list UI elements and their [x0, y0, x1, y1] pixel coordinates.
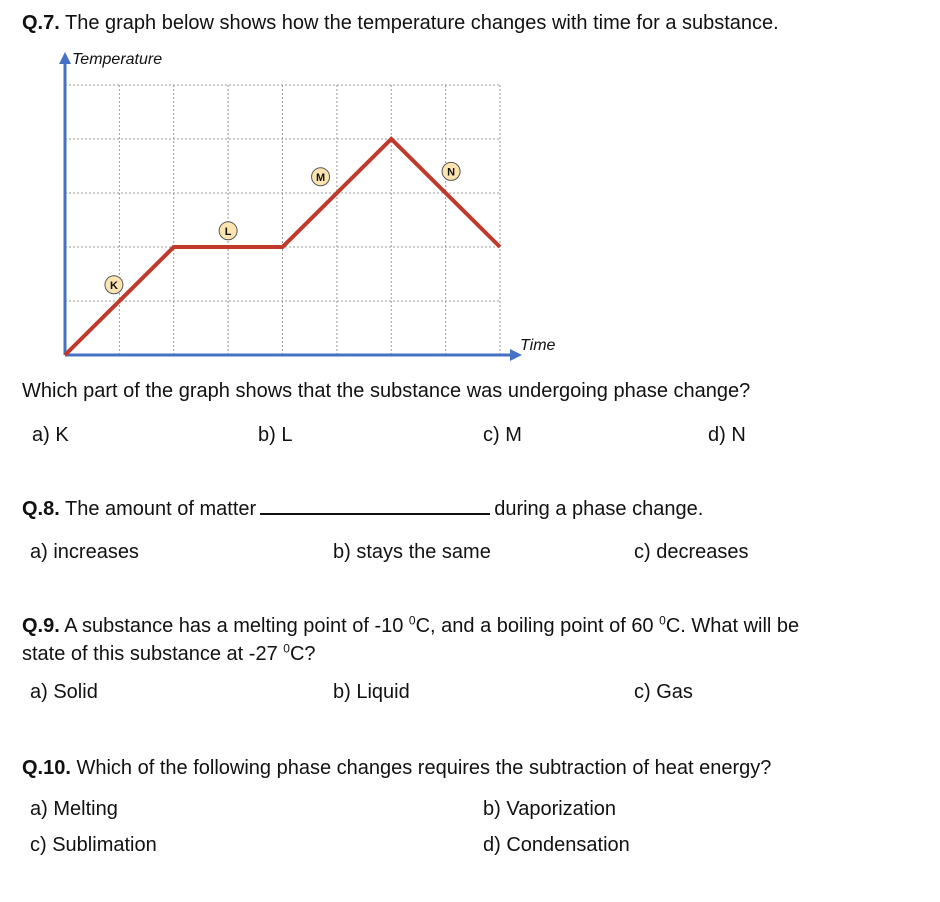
q7-number: Q.7.	[22, 12, 60, 34]
q9-number: Q.9.	[22, 615, 60, 637]
q7-question: Which part of the graph shows that the substance was undergoing phase change?	[22, 380, 751, 402]
q8-option-c[interactable]: c) decreases	[634, 541, 749, 563]
q8-heading	[22, 496, 703, 522]
marker-label-n: N	[447, 166, 456, 179]
marker-label-m: M	[315, 171, 326, 184]
q7-option-a[interactable]: a) K	[32, 424, 69, 446]
q7-text: The graph below shows how the temperature changes with time for a substance.	[65, 12, 779, 34]
q9-text-1b: C, and a boiling point of 60	[415, 615, 660, 637]
chart-axes	[59, 52, 522, 361]
degree-sign: 0	[283, 641, 290, 656]
degree-sign: 0	[408, 613, 416, 628]
q9-option-b[interactable]: b) Liquid	[333, 681, 410, 703]
q7-option-d[interactable]: d) N	[708, 424, 746, 446]
q10-option-a[interactable]: a) Melting	[30, 798, 118, 820]
q10-heading	[22, 755, 771, 781]
temperature-time-graph	[0, 0, 940, 370]
y-axis-arrow-icon	[59, 52, 71, 64]
y-axis-label: Temperature	[72, 51, 163, 68]
q9-text-1c: C. What will be	[665, 615, 800, 637]
q10-option-b[interactable]: b) Vaporization	[483, 798, 617, 820]
q10-text: Which of the following phase changes requires the subtraction of heat energy?	[76, 757, 772, 779]
q9-option-a[interactable]: a) Solid	[30, 681, 98, 703]
q10-number: Q.10.	[22, 757, 71, 779]
marker-label-k: K	[109, 279, 118, 292]
q9-text-2a: state of this substance at -27	[22, 643, 284, 665]
q10-option-c[interactable]: c) Sublimation	[30, 834, 157, 856]
x-axis-label: Time	[520, 337, 556, 354]
q8-answer-blank[interactable]	[260, 497, 490, 515]
q9-line-1	[22, 613, 799, 639]
degree-sign: 0	[659, 613, 666, 628]
q10-option-d[interactable]: d) Condensation	[483, 834, 630, 856]
q9-option-c[interactable]: c) Gas	[634, 681, 693, 703]
q8-option-b[interactable]: b) stays the same	[333, 541, 491, 563]
q7-option-b[interactable]: b) L	[258, 424, 293, 446]
q8-text-after: during a phase change.	[494, 498, 704, 520]
chart-grid	[65, 85, 500, 355]
q8-text-before: The amount of matter	[65, 498, 257, 520]
marker-label-l: L	[224, 225, 232, 238]
q8-option-a[interactable]: a) increases	[30, 541, 139, 563]
q9-text-2b: C?	[289, 643, 316, 665]
q9-line-2	[22, 641, 316, 667]
q7-option-c[interactable]: c) M	[483, 424, 522, 446]
q8-number: Q.8.	[22, 498, 60, 520]
q9-text-1a: A substance has a melting point of -10	[64, 615, 409, 637]
